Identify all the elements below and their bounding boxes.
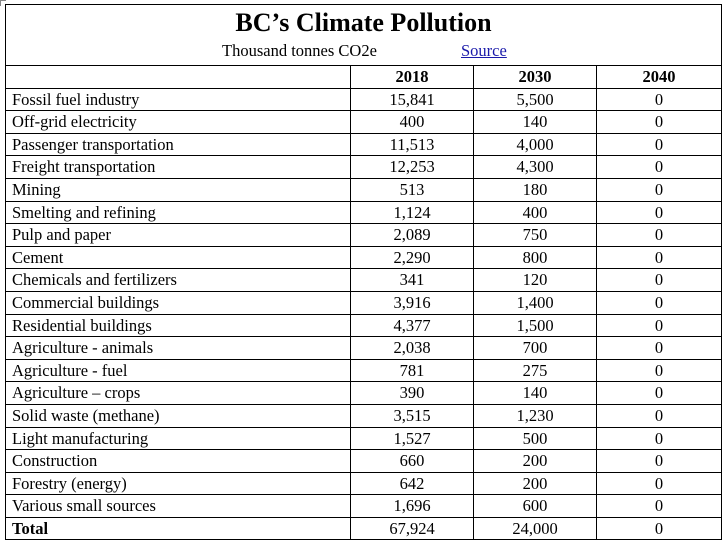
value-2040: 0 [597, 382, 722, 405]
value-2030: 1,400 [474, 291, 597, 314]
value-2030: 4,300 [474, 156, 597, 179]
sector-label: Residential buildings [6, 314, 351, 337]
value-2018: 341 [351, 269, 474, 292]
value-2040: 0 [597, 427, 722, 450]
sector-label: Fossil fuel industry [6, 88, 351, 111]
value-2018: 1,527 [351, 427, 474, 450]
value-2030: 600 [474, 495, 597, 518]
value-2040: 0 [597, 246, 722, 269]
source-link[interactable]: Source [461, 41, 507, 60]
sector-label: Pulp and paper [6, 224, 351, 247]
sector-label: Agriculture - animals [6, 337, 351, 360]
value-2030: 180 [474, 178, 597, 201]
value-2040: 0 [597, 450, 722, 473]
header-2030: 2030 [474, 66, 597, 89]
table-row [6, 337, 722, 360]
table-row [6, 495, 722, 518]
value-2040: 0 [597, 224, 722, 247]
value-2030: 1,230 [474, 404, 597, 427]
sector-label: Solid waste (methane) [6, 404, 351, 427]
sector-label: Commercial buildings [6, 291, 351, 314]
value-2040: 0 [597, 178, 722, 201]
sector-label: Mining [6, 178, 351, 201]
value-2040: 0 [597, 517, 722, 540]
page-title: BC’s Climate Pollution [235, 8, 492, 37]
value-2040: 0 [597, 359, 722, 382]
table-row [6, 472, 722, 495]
sector-label: Various small sources [6, 495, 351, 518]
sector-label: Passenger transportation [6, 133, 351, 156]
value-2040: 0 [597, 111, 722, 134]
table-row [6, 427, 722, 450]
table-row [6, 382, 722, 405]
value-2040: 0 [597, 133, 722, 156]
value-2018: 1,696 [351, 495, 474, 518]
value-2018: 2,089 [351, 224, 474, 247]
sector-label: Off-grid electricity [6, 111, 351, 134]
value-2040: 0 [597, 88, 722, 111]
value-2030: 700 [474, 337, 597, 360]
table-row [6, 359, 722, 382]
table-title-cell [6, 5, 722, 66]
value-2018: 15,841 [351, 88, 474, 111]
sector-label: Agriculture – crops [6, 382, 351, 405]
value-2030: 275 [474, 359, 597, 382]
total-row [6, 517, 722, 540]
value-2040: 0 [597, 314, 722, 337]
table-row [6, 269, 722, 292]
value-2030: 200 [474, 472, 597, 495]
value-2030: 4,000 [474, 133, 597, 156]
value-2018: 400 [351, 111, 474, 134]
value-2018: 3,515 [351, 404, 474, 427]
sector-label: Light manufacturing [6, 427, 351, 450]
value-2040: 0 [597, 495, 722, 518]
value-2030: 800 [474, 246, 597, 269]
header-2040: 2040 [597, 66, 722, 89]
table-row [6, 291, 722, 314]
value-2018: 513 [351, 178, 474, 201]
value-2040: 0 [597, 201, 722, 224]
table-row [6, 133, 722, 156]
climate-table-sheet [5, 4, 721, 542]
table-row [6, 246, 722, 269]
value-2030: 500 [474, 427, 597, 450]
table-row [6, 224, 722, 247]
sector-label: Total [6, 517, 351, 540]
table-row [6, 201, 722, 224]
table-row [6, 450, 722, 473]
table-row [6, 404, 722, 427]
value-2018: 3,916 [351, 291, 474, 314]
value-2030: 120 [474, 269, 597, 292]
emissions-table [5, 4, 722, 540]
value-2018: 11,513 [351, 133, 474, 156]
value-2030: 1,500 [474, 314, 597, 337]
value-2018: 642 [351, 472, 474, 495]
header-row [6, 66, 722, 89]
value-2030: 140 [474, 382, 597, 405]
value-2030: 200 [474, 450, 597, 473]
value-2040: 0 [597, 404, 722, 427]
value-2040: 0 [597, 269, 722, 292]
value-2018: 12,253 [351, 156, 474, 179]
units-subtitle: Thousand tonnes CO2e [222, 41, 377, 60]
table-row [6, 88, 722, 111]
sector-label: Agriculture - fuel [6, 359, 351, 382]
table-row [6, 178, 722, 201]
value-2018: 2,290 [351, 246, 474, 269]
sector-label: Forestry (energy) [6, 472, 351, 495]
value-2040: 0 [597, 472, 722, 495]
value-2040: 0 [597, 337, 722, 360]
value-2018: 67,924 [351, 517, 474, 540]
table-row [6, 314, 722, 337]
header-2018: 2018 [351, 66, 474, 89]
table-row [6, 156, 722, 179]
sector-label: Construction [6, 450, 351, 473]
value-2030: 24,000 [474, 517, 597, 540]
value-2030: 5,500 [474, 88, 597, 111]
sector-label: Cement [6, 246, 351, 269]
sector-label: Smelting and refining [6, 201, 351, 224]
value-2030: 140 [474, 111, 597, 134]
value-2018: 781 [351, 359, 474, 382]
value-2018: 1,124 [351, 201, 474, 224]
header-label-cell [6, 66, 351, 89]
value-2040: 0 [597, 156, 722, 179]
table-row [6, 111, 722, 134]
sector-label: Freight transportation [6, 156, 351, 179]
value-2030: 400 [474, 201, 597, 224]
sector-label: Chemicals and fertilizers [6, 269, 351, 292]
value-2018: 2,038 [351, 337, 474, 360]
value-2018: 390 [351, 382, 474, 405]
value-2040: 0 [597, 291, 722, 314]
value-2030: 750 [474, 224, 597, 247]
value-2018: 4,377 [351, 314, 474, 337]
value-2018: 660 [351, 450, 474, 473]
